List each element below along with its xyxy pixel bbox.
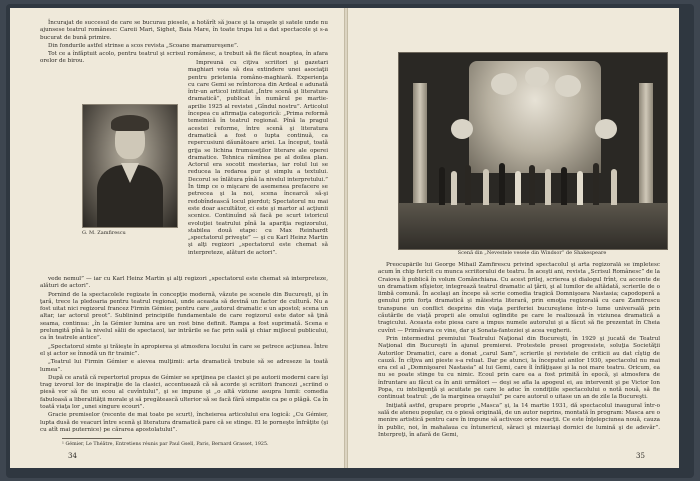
stage-floor — [399, 203, 667, 249]
paragraph: Încurajat de succesul de care se bucurau piesele, a hotărît să joace şi la oraşele şi satele unde nu ajunsese teatrul românesc: Careii Mari, Sighet, Baia Mare, în toate trupa lui a dat spectacole şi s-a bucurat de bună primire. — [40, 20, 328, 41]
paragraph: Prin intermediul premiului Teatrului Naţional din Bucureşti, în 1929 şi jucată de Teatrul Naţional din Bucureşti în ajunul premierei. Protestele presei progresiste, soluţia Societăţii Autorilor Dramatici, care a donat „carul Sam”, scrierile şi revistele de criticii au dat cîştig de cauză. În cîţiva ani pieste s-a reluat. Dar pe atunci, la începutul anilor 1930, spectacolul nu mai era cel al „Domnişoarei Nastasia” al lui Gemi, care îl înfăţişase şi la noi mare teatru. Oricum, ea nu se poate stinge tu cu nimic. Ecoul prin care ea a fost primită în epocă, şi atmosfera de înfruntare au făcut ca în anii următori — deşi se afla la apogeul ei, au intervenit şi pe Victor Ion Popa, cu inteligenţă şi acuitate pe care le aduc în condiţiile spectacolului o notă nouă, să fie continuat teatrul: „de la marginea oraşului” pe care autorul o uitase un an de zile la Bucureşti. — [378, 335, 660, 401]
paragraph: Din fondurile astfel strinse a scos revista „Scoane maramureşene”. — [48, 42, 239, 49]
left-bottom-text — [40, 276, 328, 434]
stage-ornament — [451, 119, 473, 139]
portrait-caption: G. M. Zamfirescu — [82, 230, 126, 236]
paragraph: După ce arată că repertoriul propus de Gémier se sprijinea pe clasici şi pe autorii moderni care îşi trag izvorul lor de inspiraţie de la clasici, accentuează că să acorde şi scriitori francezi „scriind o piesă vor să fie un ecou al cuvîntului”, şi se impune şi „o altă viziune asupra lumii: comedia fabuloasă a liberalităţii morale şi să pregătească ulterior să se facă fără simpatie ca pe o plăgă. Ca în toată viaţa lor „unei singure ecouri”. — [40, 374, 328, 411]
stage-ornament — [595, 119, 617, 139]
actor-figure — [483, 169, 489, 205]
stage-column — [413, 83, 427, 209]
actor-figure — [515, 171, 521, 205]
page-number-left: 34 — [68, 452, 77, 460]
stage-ornament — [525, 67, 549, 87]
photo-caption: Scenă din „Nevestele vesele din Windsor” de Shakespeare — [457, 250, 607, 256]
paragraph: „Spectatorul simte şi trăieşte în apropierea şi atmosfera locului în care se petrece acţiunea. Între el şi actor se înnodă un fir trainic”. — [40, 343, 328, 357]
right-page — [348, 8, 679, 468]
actor-figure — [499, 163, 505, 205]
actor-figure — [451, 171, 457, 205]
left-page — [10, 8, 345, 468]
actor-figure — [439, 167, 445, 205]
paragraph: Gracie premiselor (recente de mai toate pe scurt), încheierea articolului era logică: „Cu Gémier, lupta dusă de veacuri între scenă şi literatura dramatică pare că se stinge. El le porneşte înfrăţite (şi cu atît mai puternice) pe cărarea apostolatului”. — [40, 412, 328, 433]
portrait-photo — [82, 104, 178, 228]
portrait-hair — [111, 115, 149, 131]
stage-ornament — [555, 75, 581, 97]
theatre-scene-photo — [398, 52, 668, 250]
paragraph: Iniţiată astfel, grupare proprie „Masca” şi, la 14 martie 1931, dă spectacolul inaugural într-o sală de ateneu popular, cu o piesă originală, de un autor neprins, montată în program: Masca are o menire artistică pentru care în impune să activeze orice reacţii. Ce este înţelepciunea nouă, cauza în public, noi, în mahalaua cu întunericul, săraci şi mizeriaşi dornici de lumină şi de adevăr”. Interpreţi, în afară de Gemi, — [378, 402, 660, 438]
paragraph: Preocupările lui George Mihail Zamfirescu privind spectacolul şi arta regizorală se împletesc acum în chip fericit cu munca scriitorului de teatru. În aceşti ani, revista „Scrisul Românesc” de la Craiova îi publică în volum Comănchiana. Cu acest prilej, scrierea şi dialogul frînt, cu accente de un dramatism sfîşietor, integrează teatrul dramatic al ţării, şi al lumilor de altădată, scrierile de o limbă comună. În acelaşi an începe să scrie comedia tragică Domnişoara Nastasia; capodoperă a genului prin forţa dramatică şi măiestria literară, prin emoţia regizorală cu care Zamfirescu transpune un conflict desprins din viaţa periferiei bucureştene într-o lume universală prin căutările de viaţă proprii ale omului oglindite pe care le realizează în viziunea dramatică a tragicului. Aceasta este piesa care a impus numele autorului şi a făcut să fie prezentat în Cheia cuvînt — Primăvara ce vine, dar şi Sonata-fanteziei şi acea vegherii. — [378, 262, 660, 334]
actor-figure — [529, 165, 535, 205]
footnote-rule — [62, 438, 122, 439]
paragraph: Pornind de la spectacolele regizate în concepţie modernă, văzute pe scenele din Bucureşti, şi în ţară, trece la pledoaria pentru teatrul regional, unde aceasta să devină un factor de cultură. Nu a fost uitat nici regizorul francez Firmin Gémier, pentru care „autorul dramatic e un apostol; scena un altar, iar actorul preot”. Sublinind principiile fundamentale de care regizorul este dator să ţină seama, continua: „în la Gémier lumina are un rost bine definit. Rampa a fost suprimată. Scena e prelungită pînă la nivelul sălii de spectacol, iar intrările se fac prin sală şi chiar mijlocul publicului, ca în teatrele antice”. — [40, 291, 328, 342]
actor-figure — [561, 167, 567, 205]
paragraph: Împreună cu cîţiva scriitori şi gazetari maghiari voia să dea extindere unei asociaţii pentru prietenia româno-maghiară. Experienţa cu care Gemi se reîntorcea din Ardeal e adunată într-un articol intitulat „Între scenă şi literatura dramatică”, publicat în numărul pe martie-aprilie 1925 al revistei „Gîndul nostru”. Articolul începea cu afirmaţia categorică: „Prima reformă temeinică în teatrul regional. Pînă la pragul acestei reforme, între scenă şi literatura dramatică a fost o lupta continuă, ca repercusiuni dăunătoare ariei. La început, toată grija se lichina frumuseţilor literare ale operei dramatice. Tehnica rămînea pe al doilea plan. Actorul era socotit mesterias, iar rolul lui se reducea la redarea pur şi simplu a textului. Decorul se înlătura pînă la nivelul interpretului.” În timp ce o mişcare de asemenea prefacere se petrecea şi la noi, scena încearcă să-şi redobîndească locul pierdut; Spectatorul nu mai este doar ascultător, ci este şi martor al acţiunii scenice. Continuînd să facă pe scurt istoricul evoluţiei teatrului pînă la apariţia regizorului, stabilea două etape: cu Max Reinhardt „spectatorul priveşte” — şi cu Karl Heinz Martin şi alţi regizori „spectatorul este chemat să interpreteze, alături de actori”. — [188, 60, 328, 256]
paragraph: vede nemul” — iar cu Karl Heinz Martin şi alţi regizori „spectatorul este chemat să interpreteze, alături de actori”. — [40, 276, 328, 290]
actor-figure — [577, 171, 583, 205]
actor-figure — [593, 163, 599, 205]
left-side-column — [188, 60, 328, 274]
stage-column — [639, 83, 653, 209]
right-body-text — [378, 262, 660, 446]
actor-figure — [465, 165, 471, 205]
stage-ornament — [491, 73, 517, 95]
footnote: ¹ Gémier, Le Théâtre, Entretiens réunis par Paul Gsell, Paris, Bernard Grasset, 1925. — [62, 442, 269, 447]
paragraph: „Teatrul lui Firmin Gémier e aievea mulţimii: arta dramatică trebuie să se adreseze la toată lumea”. — [40, 359, 328, 373]
paragraph: Tot ce a înfăptuit acolo, pentru teatrul şi scrisul românesc, a trebuit să fie făcut noaptea, în afara orelor de birou. — [40, 51, 328, 65]
actor-figure — [611, 169, 617, 205]
page-number-right: 35 — [636, 452, 645, 460]
actor-figure — [545, 169, 551, 205]
